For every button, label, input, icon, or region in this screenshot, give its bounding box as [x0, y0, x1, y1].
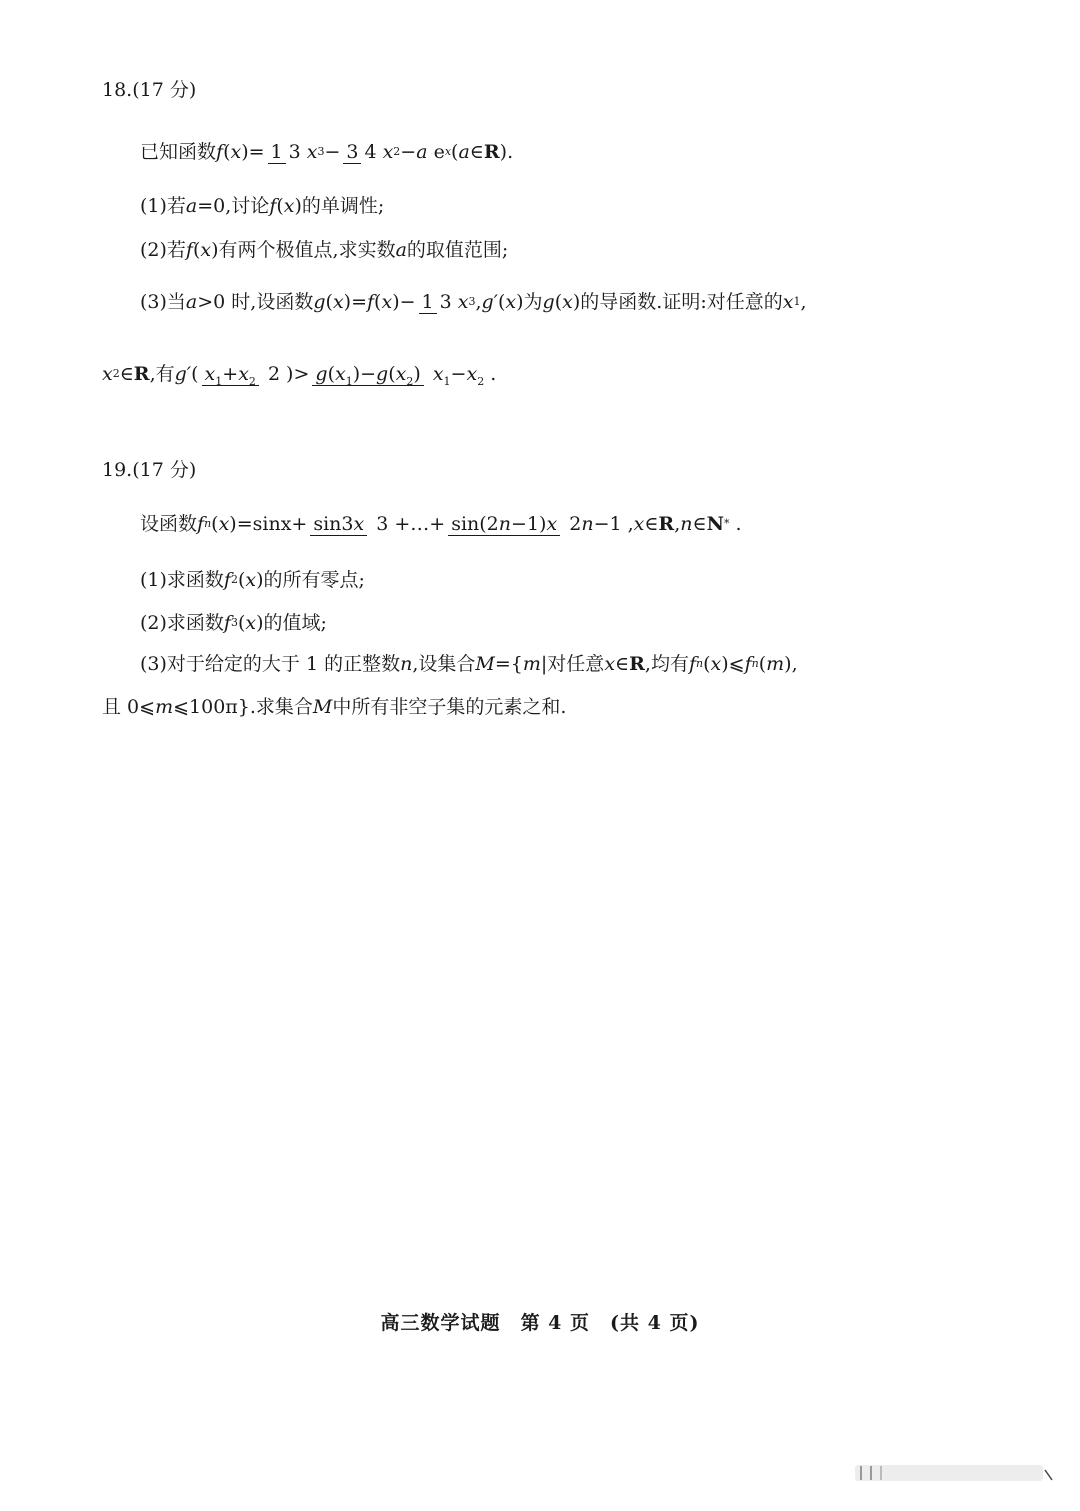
q18-number: 18.(17 分)	[102, 79, 197, 101]
footer-page: 第 4 页	[520, 1312, 591, 1334]
fraction: sin(2n−1)x 2n−1	[448, 513, 624, 536]
page-footer	[0, 1308, 1080, 1335]
q19-part2: (2)求函数 f 3 ( x ) 的值域;	[140, 612, 327, 634]
q19-part3-continued: 且 0⩽ m ⩽100π}.求集合 M 中所有非空子集的元素之和.	[102, 696, 567, 718]
fraction: sin3x 3	[310, 513, 391, 536]
footer-total: (共 4 页)	[610, 1312, 700, 1334]
q19-intro: 设函数 f n ( x ) = sinx + sin3x 3 +…+ sin(2n−1)x 2n−1 , x ∈ R , n ∈ N * .	[140, 512, 742, 535]
q18-part3: (3)当 a >0 时,设函数 g ( x ) = f ( x ) − 1 3 x 3 , g′ ( x ) 为 g ( x ) 的导函数.证明:对任意的 x 1 ,	[140, 290, 807, 313]
fraction: 1 3	[419, 291, 455, 314]
fraction: $g(x_1)-g(x_2)$ $x_1-x_2$	[312, 363, 487, 386]
q18-intro: 已知函数 f ( x ) = 1 3 x 3 − 3 4 x 2 − a e x ( a ∈ R ).	[140, 140, 514, 163]
q19-part3: (3)对于给定的大于 1 的正整数 n ,设集合 M ={ m |对任意 x ∈ R ,均有 f n ( x ) ⩽ f n ( m ),	[140, 653, 798, 675]
fraction: 1 3	[268, 141, 304, 164]
fraction: 3 4	[343, 141, 379, 164]
footer-title: 高三数学试题	[380, 1312, 501, 1334]
home-indicator-icon[interactable]	[855, 1462, 1055, 1484]
q19-number: 19.(17 分)	[102, 459, 197, 481]
q18-part3-continued: x 2 ∈ R ,有 g′ ( $x_1+x_2$ 2 ) > $g(x_1)-g(x_2)$ $x_1-x_2$ .	[102, 362, 497, 388]
q18-part1: (1)若 a =0,讨论 f ( x ) 的单调性;	[140, 195, 385, 217]
q18-part2: (2)若 f ( x ) 有两个极值点,求实数 a 的取值范围;	[140, 239, 509, 261]
fraction: $x_1+x_2$ 2	[202, 363, 284, 386]
q19-part1: (1)求函数 f 2 ( x ) 的所有零点;	[140, 569, 365, 591]
